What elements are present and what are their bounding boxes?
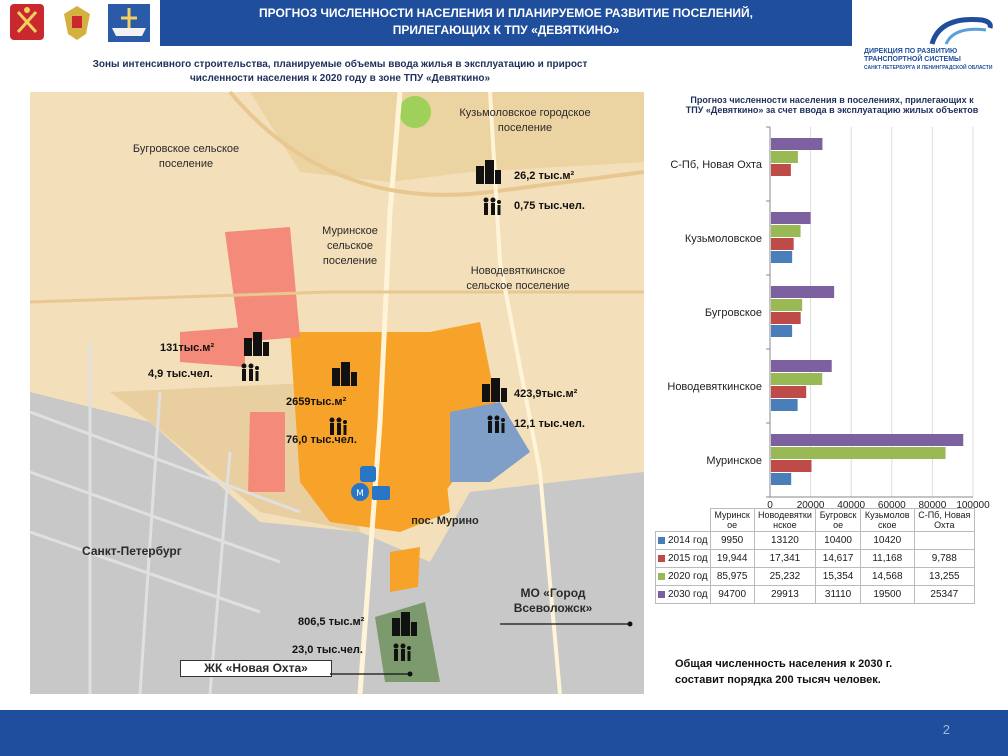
table-cell: 17,341 (754, 550, 816, 568)
bar-2030-год (771, 138, 822, 150)
label-spb: Санкт-Петербург (82, 544, 182, 558)
table-column-header: Муринское (710, 509, 754, 532)
table-header-row (656, 509, 975, 532)
bar-2020-год (771, 447, 946, 459)
table-cell: 10400 (816, 532, 861, 550)
table-cell: 10420 (860, 532, 914, 550)
bar-2015-год (771, 238, 794, 250)
legend-swatch (658, 591, 665, 598)
table-row (656, 550, 975, 568)
y-category-label: С-Пб, Новая Охта (670, 159, 762, 171)
bar-2015-год (771, 164, 791, 176)
bar-2030-год (771, 434, 963, 446)
chart-data-table (655, 508, 975, 604)
footer-bar (0, 710, 1008, 756)
bar-2014-год (771, 325, 792, 337)
settlements-map (30, 92, 644, 694)
chart-title: Прогноз численности населения в поселениях, прилегающих к ТПУ «Девяткино» за счет ввода в эксплуатацию жилых объектов (685, 95, 979, 115)
table-row-header: 2015 год (656, 550, 711, 568)
bar-2014-год (771, 399, 798, 411)
title-line-1: ПРОГНОЗ ЧИСЛЕННОСТИ НАСЕЛЕНИЯ И ПЛАНИРУЕМОЕ РАЗВИТИЕ ПОСЕЛЕНИЙ, (259, 6, 753, 20)
nov-people: 12,1 тыс.чел. (514, 418, 585, 430)
table-row (656, 586, 975, 604)
chart-svg (655, 125, 990, 515)
x-tick-label: 0 (767, 500, 773, 511)
ohta-area: 806,5 тыс.м² (298, 616, 365, 628)
y-category-label: Кузьмоловское (684, 233, 762, 245)
map-subtitle (20, 58, 660, 86)
table-cell: 9950 (710, 532, 754, 550)
mur-area: 2659тыс.м² (286, 396, 347, 408)
ohta-people: 23,0 тыс.чел. (292, 644, 363, 656)
bar-2015-год (771, 386, 806, 398)
legend-swatch (658, 573, 665, 580)
y-category-label: Новодевяткинское (667, 381, 762, 393)
table-row (656, 568, 975, 586)
table-cell: 9,788 (914, 550, 974, 568)
table-column-header: Бугровское (816, 509, 861, 532)
table-cell: 13,255 (914, 568, 974, 586)
y-category-label: Муринское (706, 455, 762, 467)
bar-2020-год (771, 299, 802, 311)
logo-line-2: ТРАНСПОРТНОЙ СИСТЕМЫ (864, 56, 961, 63)
people-icon (240, 362, 260, 382)
building-icon (480, 378, 508, 402)
logo-line-3: САНКТ-ПЕТЕРБУРГА И ЛЕНИНГРАДСКОЙ ОБЛАСТИ (864, 65, 993, 71)
kuz-people: 0,75 тыс.чел. (514, 200, 585, 212)
bar-2030-год (771, 360, 832, 372)
table-row-header: 2014 год (656, 532, 711, 550)
bar-2030-год (771, 286, 834, 298)
table-cell: 25347 (914, 586, 974, 604)
russia-eagle-emblem-icon (56, 2, 98, 44)
bug-area: 131тыс.м² (160, 342, 215, 354)
label-murinskoe: Муринское сельское поселение (322, 225, 378, 267)
legend-swatch (658, 555, 665, 562)
label-novaya-ohta: ЖК «Новая Охта» (180, 660, 332, 677)
table-row (656, 532, 975, 550)
transport-hub-icon (348, 464, 392, 508)
table-cell: 31110 (816, 586, 861, 604)
spb-coat-of-arms-icon (6, 2, 48, 44)
table-column-header: Новодевяткинское (754, 509, 816, 532)
label-vsevolozhsk: МО «Город Всеволожск» (513, 586, 593, 615)
building-icon (390, 612, 418, 636)
table-cell: 85,975 (710, 568, 754, 586)
table-cell: 25,232 (754, 568, 816, 586)
table-row-header: 2030 год (656, 586, 711, 604)
people-icon (328, 416, 348, 436)
table-cell: 13120 (754, 532, 816, 550)
x-tick-label: 60000 (877, 500, 906, 511)
x-tick-label: 100000 (956, 500, 990, 511)
page-number: 2 (942, 722, 950, 737)
bar-2020-год (771, 151, 798, 163)
mur-people: 76,0 тыс.чел. (286, 434, 357, 446)
title-line-2: ПРИЛЕГАЮЩИХ К ТПУ «ДЕВЯТКИНО» (392, 23, 620, 37)
x-tick-label: 40000 (837, 500, 866, 511)
table-row-header: 2020 год (656, 568, 711, 586)
table-cell: 14,568 (860, 568, 914, 586)
people-icon (482, 196, 502, 216)
bar-2020-год (771, 225, 801, 237)
bar-2020-год (771, 373, 822, 385)
table-cell: 11,168 (860, 550, 914, 568)
people-icon (486, 414, 506, 434)
bar-2030-год (771, 212, 811, 224)
nov-area: 423,9тыс.м² (514, 388, 578, 400)
table-corner-cell (656, 509, 711, 532)
svg-text:M: M (356, 489, 364, 499)
people-icon (392, 642, 412, 662)
table-cell: 19500 (860, 586, 914, 604)
directorate-logo (862, 14, 1000, 76)
bug-people: 4,9 тыс.чел. (148, 368, 213, 380)
building-icon (242, 332, 270, 356)
table-cell: 29913 (754, 586, 816, 604)
building-icon (330, 362, 358, 386)
x-tick-label: 20000 (796, 500, 825, 511)
summary-line-1: Общая численность населения к 2030 г. (675, 658, 893, 670)
population-chart (655, 125, 990, 515)
summary-line-2: составит порядка 200 тысяч человек. (675, 674, 881, 686)
kuz-area: 26,2 тыс.м² (514, 170, 575, 182)
directorate-swoosh-icon (862, 14, 1000, 48)
table-cell: 15,354 (816, 568, 861, 586)
label-novodevyatkinskoe: Новодевяткинское сельское поселение (466, 265, 570, 292)
table-cell (914, 532, 974, 550)
table-cell: 94700 (710, 586, 754, 604)
bar-2014-год (771, 473, 791, 485)
subtitle-line-1: Зоны интенсивного строительства, планируемые объемы ввода жилья в эксплуатацию и прирост (92, 59, 588, 70)
table-column-header: С-Пб, Новая Охта (914, 509, 974, 532)
label-murino: пос. Мурино (411, 515, 479, 527)
bar-2015-год (771, 312, 801, 324)
leningrad-oblast-emblem-icon (106, 2, 148, 44)
table-cell: 19,944 (710, 550, 754, 568)
label-bugrovskoe: Бугровское сельское поселение (132, 143, 240, 170)
building-icon (474, 160, 502, 184)
legend-swatch (658, 537, 665, 544)
bar-2014-год (771, 251, 792, 263)
logo-line-1: ДИРЕКЦИЯ ПО РАЗВИТИЮ (864, 48, 958, 55)
y-category-label: Бугровское (704, 307, 762, 319)
data-table (655, 508, 975, 604)
bar-2015-год (771, 460, 811, 472)
label-kuzmolovskoe: Кузьмоловское городское поселение (459, 107, 591, 134)
subtitle-line-2: численности населения к 2020 году в зоне ТПУ «Девяткино» (189, 73, 491, 84)
x-tick-label: 80000 (918, 500, 947, 511)
summary-text (675, 656, 975, 688)
table-column-header: Кузьмоловское (860, 509, 914, 532)
table-cell: 14,617 (816, 550, 861, 568)
page-title (160, 0, 852, 46)
